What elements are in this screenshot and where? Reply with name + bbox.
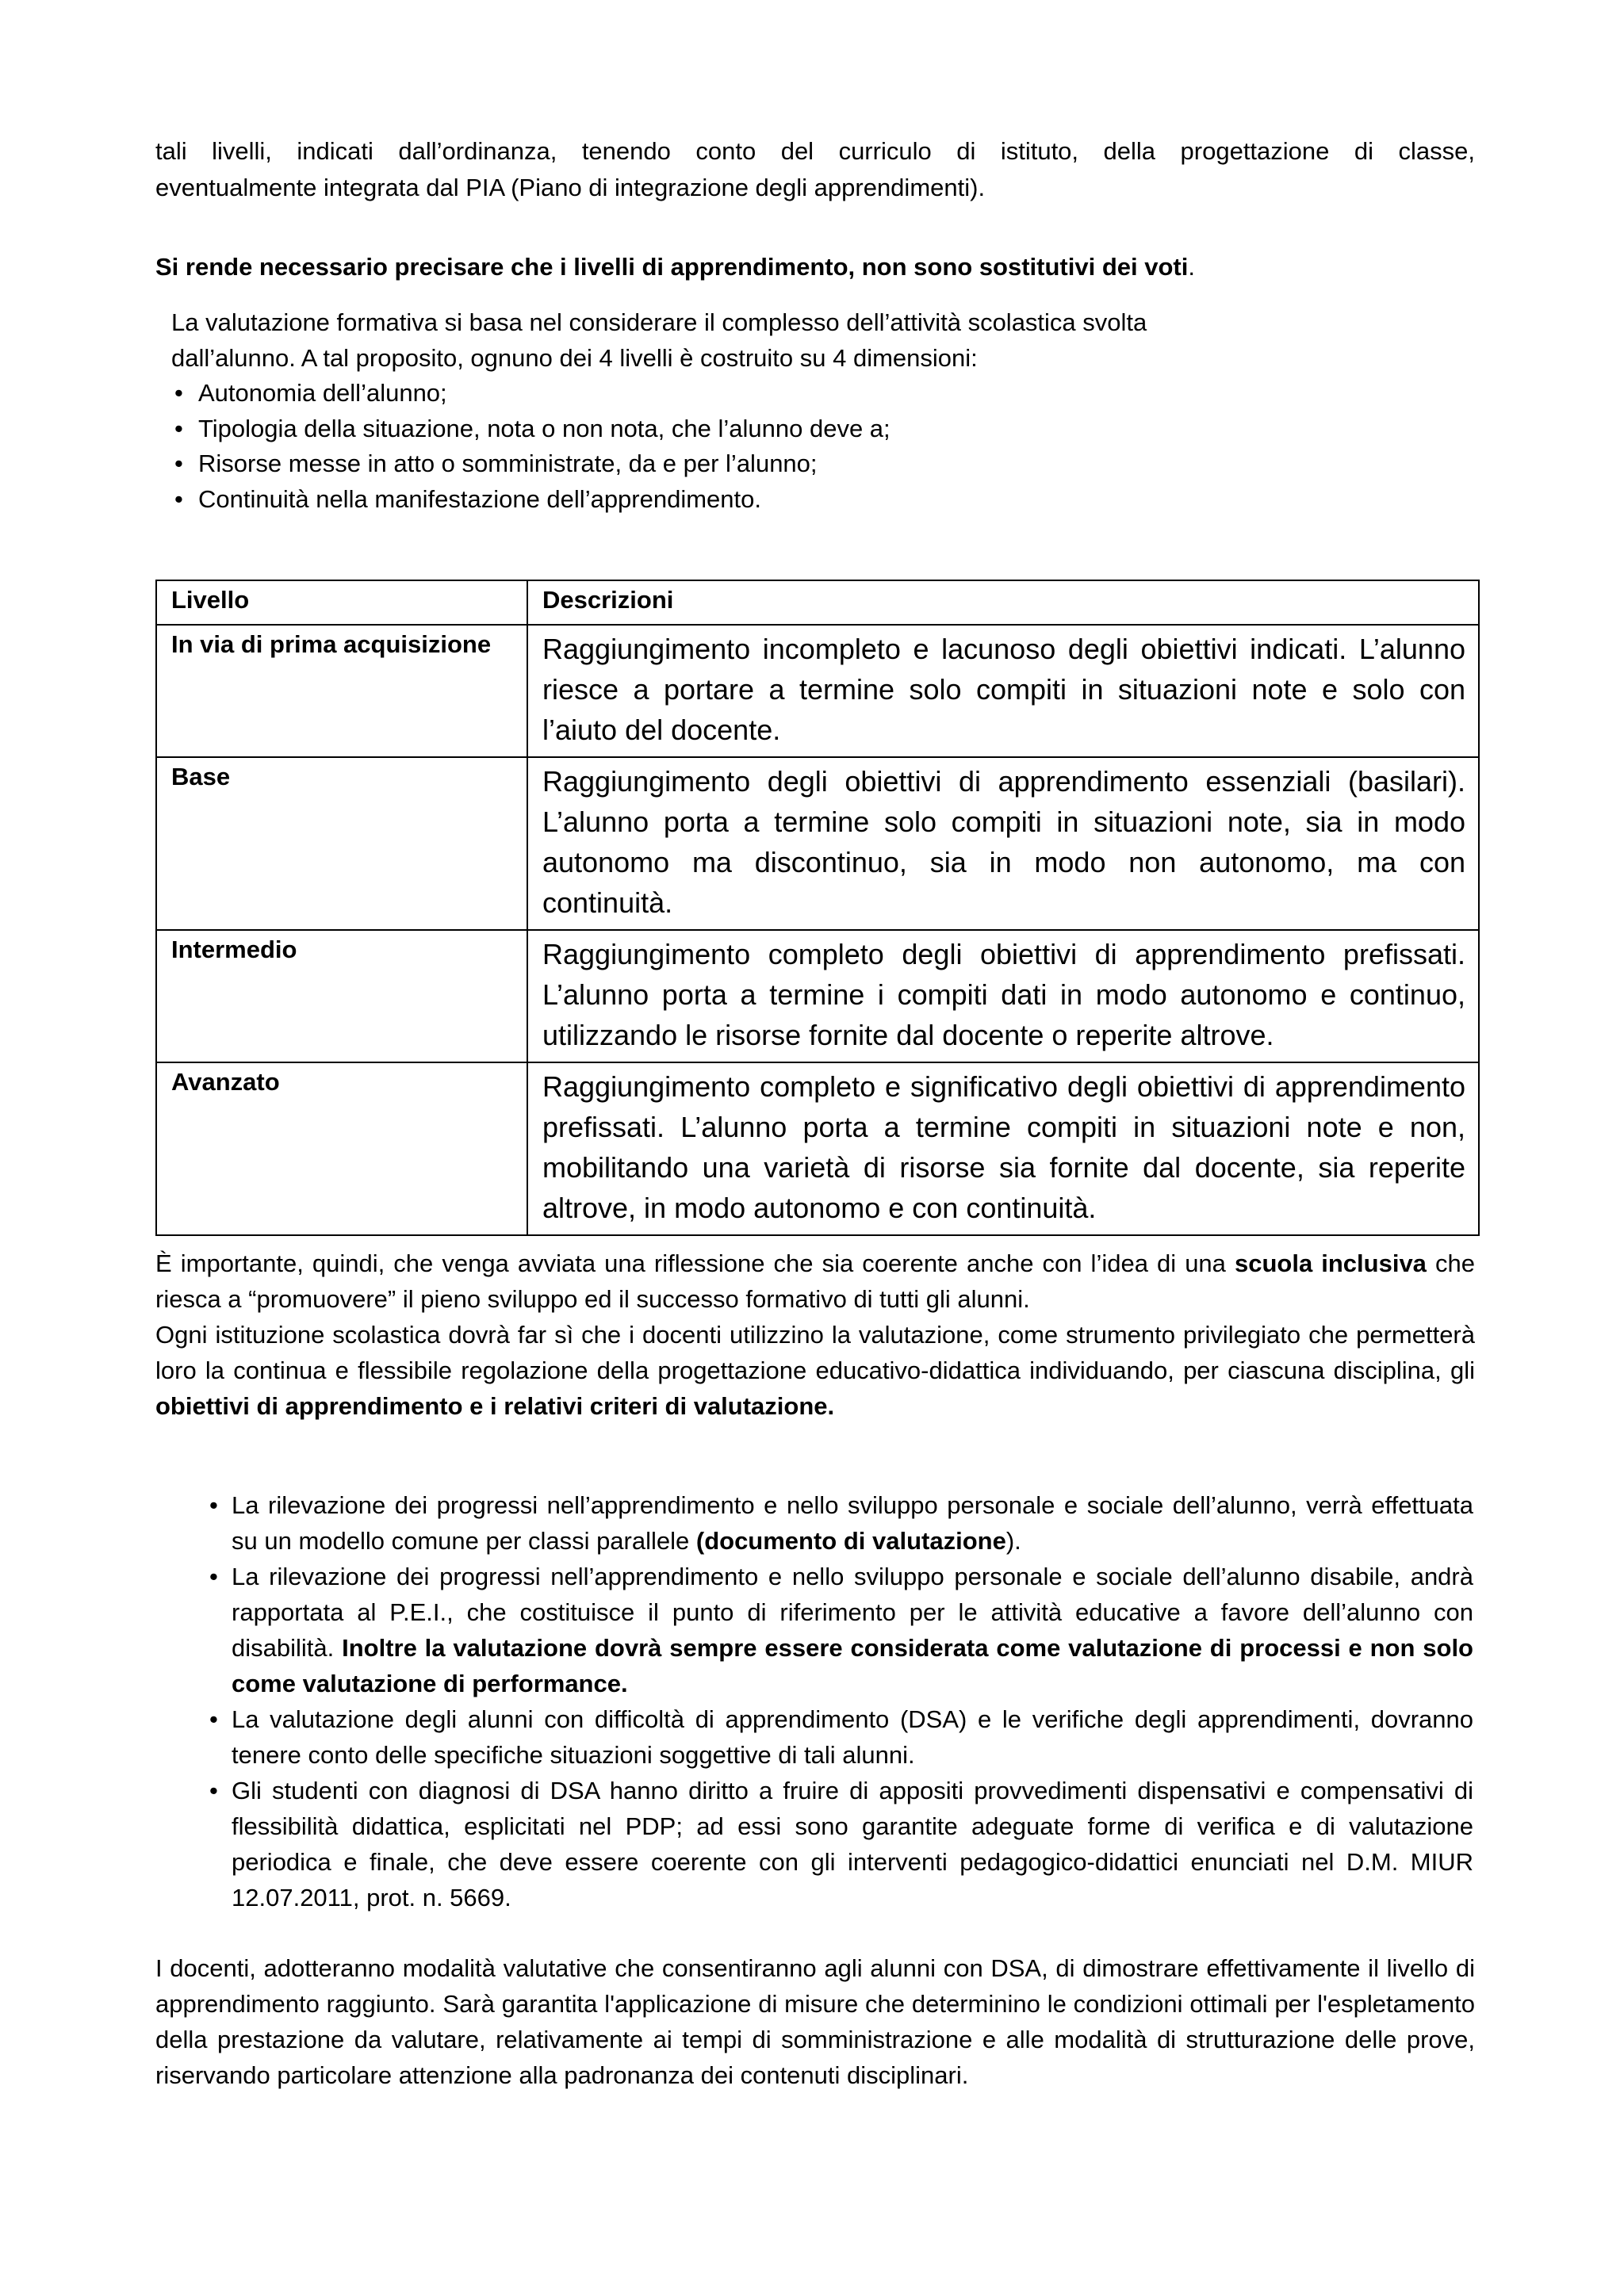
dimension-item: • Autonomia dell’alunno; [171,376,1456,411]
inclusiva-text: che riesca a “promuovere” il pieno sviluppo ed il successo formativo di tutti gli alunni. [155,1249,1475,1313]
table-header-row [156,580,1479,625]
dimension-item: • Continuità nella manifestazione dell’apprendimento. [171,482,1456,518]
dimension-item: • Risorse messe in atto o somministrate, da e per l’alunno; [171,446,1456,482]
header-livello: Livello [156,580,527,625]
formativa-line-1: La valutazione formativa si basa nel considerare il complesso dell’attività scolastica svolta [171,308,1147,336]
table-row [156,625,1479,757]
bullet-text: ). [1005,1527,1021,1555]
bullet-item: • La valutazione degli alunni con difficoltà di apprendimento (DSA) e le verifiche degli apprendimenti, dovranno tenere conto delle specifiche situazioni soggettive di tali alunni. [208,1701,1473,1773]
dimension-item: • Tipologia della situazione, nota o non nota, che l’alunno deve a; [171,411,1456,447]
inclusiva-block [155,1246,1475,1424]
bullet-item [208,1559,1473,1701]
valutazione-bullets [208,1487,1473,1915]
inclusiva-bold: scuola inclusiva [1234,1249,1427,1277]
closing-paragraph [155,1950,1475,2093]
table-row [156,930,1479,1062]
intro-paragraph [155,133,1475,206]
intro-line-2: eventualmente integrata dal PIA (Piano di integrazione degli apprendimenti). [155,174,986,201]
bullet-item [208,1487,1473,1559]
bullet-bold: (documento di valutazione [695,1527,1006,1555]
precisazione-end: . [1188,253,1195,281]
intro-line-1: tali livelli, indicati dall’ordinanza, tenendo conto del curriculo di istituto, della progettazione di classe, [155,137,1475,165]
table-row [156,1062,1479,1235]
level-description: Raggiungimento completo e significativo degli obiettivi di apprendimento prefissati. L’alunno porta a termine compiti in situazioni note e non, mobilitando una varietà di risorse sia fornite dal docente, sia reperite altrove, in modo autonomo e con continuità. [527,1062,1479,1235]
level-name: Base [156,757,527,930]
bullet-item: • Gli studenti con diagnosi di DSA hanno diritto a fruire di appositi provvedimenti dispensativi e compensativi di flessibilità didattica, esplicitati nel PDP; ad essi sono garantite adeguate forme di verifica e di valutazione periodica e finale, che deve essere coerente con gli interventi pedagogico-didattici enunciati nel D.M. MIUR 12.07.2011, prot. n. 5669. [208,1773,1473,1915]
level-name: Avanzato [156,1062,527,1235]
level-description: Raggiungimento incompleto e lacunoso degli obiettivi indicati. L’alunno riesce a portare a termine solo compiti in situazioni note e solo con l’aiuto del docente. [527,625,1479,757]
level-description: Raggiungimento degli obiettivi di apprendimento essenziali (basilari). L’alunno porta a termine solo compiti in situazioni note, sia in modo autonomo ma discontinuo, sia in modo non autonomo, ma con continuità. [527,757,1479,930]
dimensions-list [171,376,1456,517]
bullet-text: La rilevazione dei progressi nell’apprendimento e nello sviluppo personale e sociale dell’alunno, verrà effettuata su un modello comune per classi parallele [232,1491,1473,1555]
formativa-block [171,305,1456,517]
levels-table [155,580,1480,1236]
inclusiva-bold: obiettivi di apprendimento e i relativi criteri di valutazione. [155,1392,835,1420]
bullet-list [208,1487,1473,1915]
inclusiva-text: Ogni istituzione scolastica dovrà far sì che i docenti utilizzino la valutazione, come strumento privilegiato che permetterà loro la continua e flessibile regolazione della progettazione educativo-didattica individuando, per ciascuna disciplina, gli [155,1321,1475,1384]
precisazione-bold: Si rende necessario precisare che i livelli di apprendimento, non sono sostitutivi dei voti [155,253,1189,281]
inclusiva-paragraph-1 [155,1246,1475,1317]
level-name: Intermedio [156,930,527,1062]
precisazione-paragraph [155,249,1475,285]
bullet-text: La rilevazione dei progressi nell’apprendimento e nello sviluppo personale e sociale dell’alunno disabile, andrà rapportata al P.E.I., che costituisce il punto di riferimento per le attività educative a favore dell’alunno con disabilità. [232,1563,1473,1662]
closing-text: I docenti, adotteranno modalità valutative che consentiranno agli alunni con DSA, di dimostrare effettivamente il livello di apprendimento raggiunto. Sarà garantita l'applicazione di misure che determinino le condizioni ottimali per l'espletamento della prestazione da valutare, relativamente ai tempi di somministrazione e alle modalità di strutturazione delle prove, riservando particolare attenzione alla padronanza dei contenuti disciplinari. [155,1954,1475,2089]
table-row [156,757,1479,930]
bullet-bold: Inoltre la valutazione dovrà sempre essere considerata come valutazione di processi e non solo come valutazione di performance. [232,1634,1473,1697]
inclusiva-paragraph-2 [155,1317,1475,1424]
formativa-line-2: dall’alunno. A tal proposito, ognuno dei 4 livelli è costruito su 4 dimensioni: [171,343,978,372]
header-descrizioni: Descrizioni [527,580,1479,625]
inclusiva-text: È importante, quindi, che venga avviata una riflessione che sia coerente anche con l’idea di una [155,1249,1235,1277]
level-name: In via di prima acquisizione [156,625,527,757]
level-description: Raggiungimento completo degli obiettivi di apprendimento prefissati. L’alunno porta a termine i compiti dati in modo autonomo e continuo, utilizzando le risorse fornite dal docente o reperite altrove. [527,930,1479,1062]
